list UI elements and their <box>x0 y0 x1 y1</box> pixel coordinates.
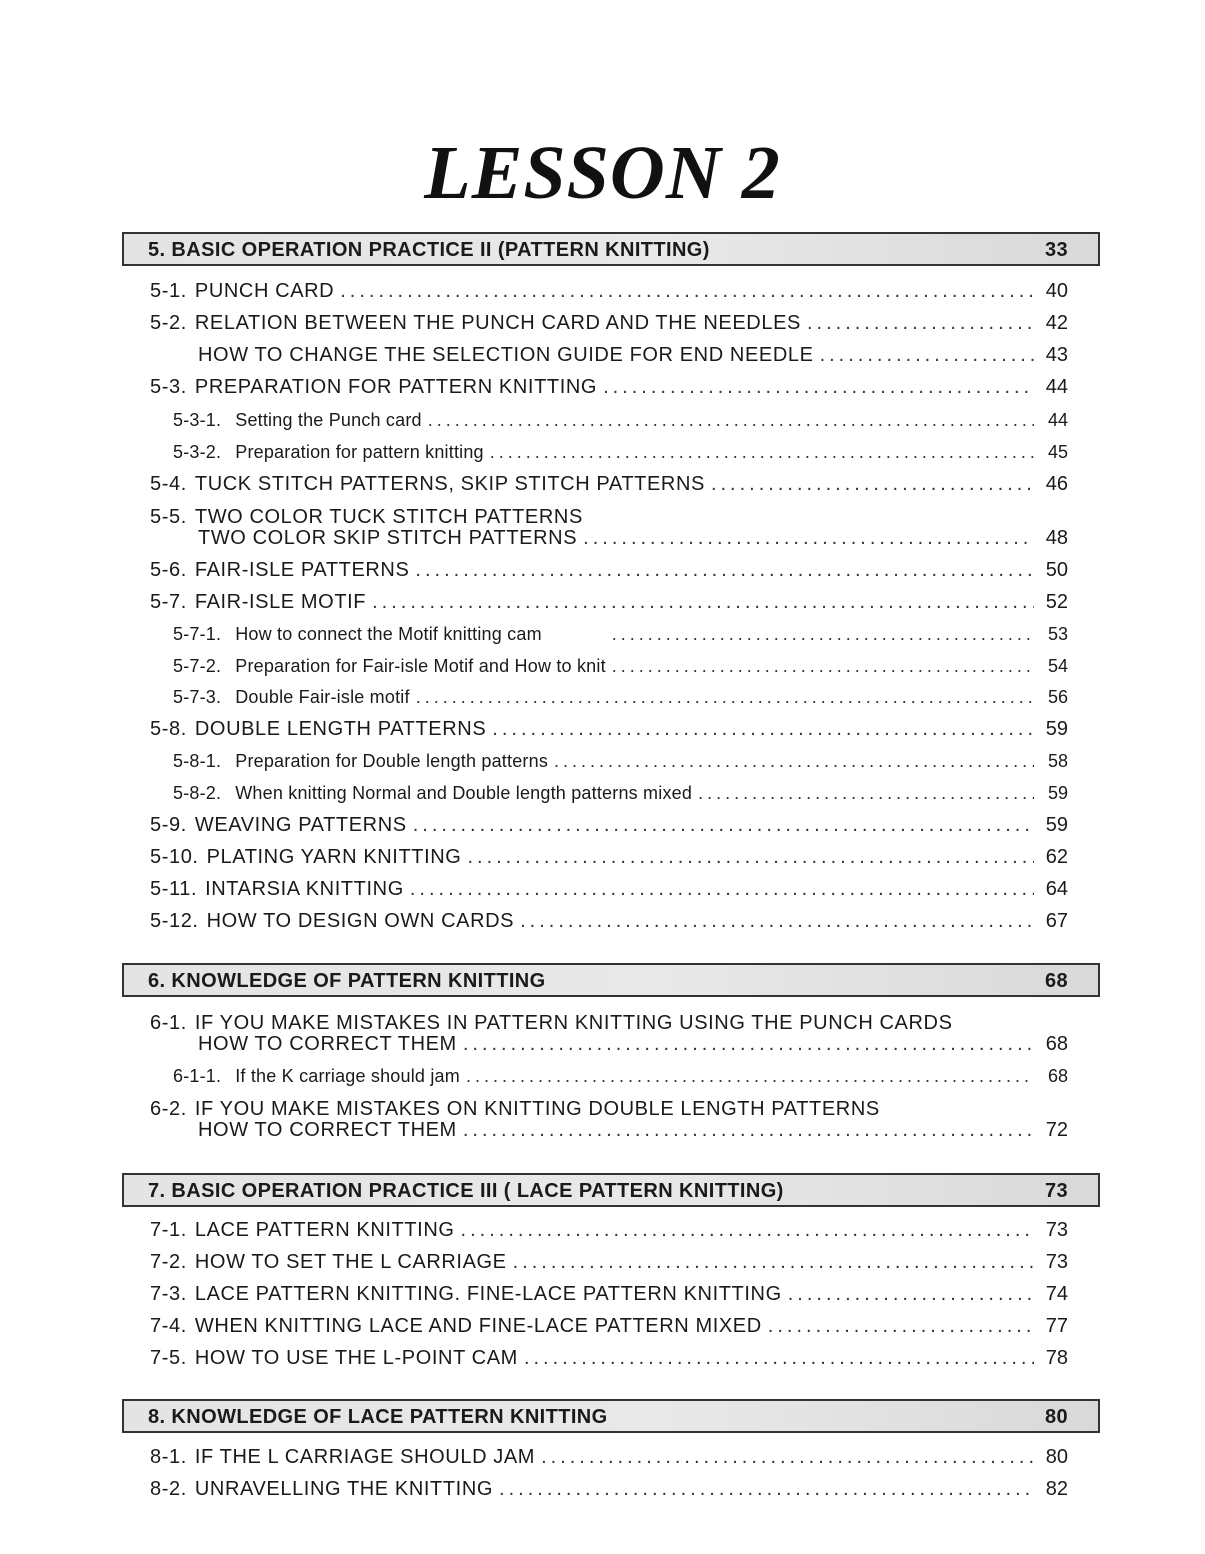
entry-page-number: 73 <box>1045 1219 1068 1241</box>
toc-entry-5-6 <box>150 556 1068 584</box>
entry-number: 5-2. <box>150 312 187 334</box>
entry-title: IF YOU MAKE MISTAKES IN PATTERN KNITTING USING THE PUNCH CARDS <box>194 1012 953 1034</box>
toc-entry-6-2 <box>198 1116 1068 1144</box>
entry-page-number: 67 <box>1045 910 1068 932</box>
entry-page-number: 53 <box>1047 624 1068 644</box>
dot-leader <box>603 373 1034 401</box>
entry-number: 5-3-2. <box>173 442 222 462</box>
entry-title: IF YOU MAKE MISTAKES ON KNITTING DOUBLE LENGTH PATTERNS <box>194 1098 880 1120</box>
toc-entry-7-1 <box>150 1216 1068 1244</box>
entry-title: When knitting Normal and Double length patterns mixed <box>235 783 693 803</box>
dot-leader <box>466 1062 1034 1090</box>
entry-page-number: 68 <box>1045 1033 1068 1055</box>
section-page-number: 33 <box>1044 239 1068 261</box>
entry-title: Preparation for Double length patterns <box>235 751 549 771</box>
toc-entry-5-7-1 <box>173 620 1068 648</box>
section-header-7 <box>122 1173 1100 1207</box>
toc-entry-7-2 <box>150 1248 1068 1276</box>
entry-number: 5-8. <box>150 718 187 740</box>
section-label: 8. KNOWLEDGE OF LACE PATTERN KNITTING <box>148 1406 608 1428</box>
section-page-number: 80 <box>1044 1406 1068 1428</box>
entry-page-number: 48 <box>1045 527 1068 549</box>
entry-number: 5-8-2. <box>173 783 222 803</box>
entry-number: 8-1. <box>150 1446 187 1468</box>
entry-page-number: 80 <box>1045 1446 1068 1468</box>
toc-entry-5-2-continued <box>198 341 1068 369</box>
toc-entry-5-9 <box>150 811 1068 839</box>
dot-leader <box>463 1030 1034 1058</box>
toc-entry-5-4 <box>150 470 1068 498</box>
entry-page-number: 44 <box>1047 410 1068 430</box>
dot-leader <box>490 438 1034 466</box>
dot-leader <box>583 524 1034 552</box>
toc-entry-6-1-1 <box>173 1062 1068 1090</box>
toc-entry-5-7-3 <box>173 683 1068 711</box>
dot-leader <box>467 843 1034 871</box>
entry-page-number: 56 <box>1047 687 1068 707</box>
dot-leader <box>499 1475 1034 1503</box>
dot-leader <box>461 1216 1034 1244</box>
entry-title: LACE PATTERN KNITTING. FINE-LACE PATTERN KNITTING <box>194 1283 782 1305</box>
entry-number: 5-7. <box>150 591 187 613</box>
entry-number: 5-4. <box>150 473 187 495</box>
entry-title: INTARSIA KNITTING <box>205 878 404 900</box>
entry-number: 6-1-1. <box>173 1066 222 1086</box>
entry-page-number: 73 <box>1045 1251 1068 1273</box>
entry-title: HOW TO USE THE L-POINT CAM <box>194 1347 518 1369</box>
entry-page-number: 44 <box>1045 376 1068 398</box>
toc-entry-5-2 <box>150 309 1068 337</box>
entry-number: 7-5. <box>150 1347 187 1369</box>
dot-leader <box>520 907 1034 935</box>
entry-page-number: 42 <box>1045 312 1068 334</box>
dot-leader <box>711 470 1034 498</box>
entry-title: HOW TO CHANGE THE SELECTION GUIDE FOR END NEEDLE <box>198 344 814 366</box>
entry-page-number: 77 <box>1045 1315 1068 1337</box>
entry-page-number: 59 <box>1045 718 1068 740</box>
section-header-6 <box>122 963 1100 997</box>
dot-leader <box>340 277 1034 305</box>
dot-leader <box>524 1344 1034 1372</box>
entry-title: TWO COLOR TUCK STITCH PATTERNS <box>194 506 583 528</box>
dot-leader <box>541 1443 1034 1471</box>
dot-leader <box>428 406 1034 434</box>
dot-leader <box>820 341 1034 369</box>
dot-leader <box>413 811 1034 839</box>
toc-entry-5-1 <box>150 277 1068 305</box>
toc-entry-5-3 <box>150 373 1068 401</box>
entry-title-line2: TWO COLOR SKIP STITCH PATTERNS <box>198 527 578 549</box>
dot-leader <box>612 652 1034 680</box>
toc-entry-5-3-2 <box>173 438 1068 466</box>
dot-leader <box>410 875 1034 903</box>
toc-entry-5-8 <box>150 715 1068 743</box>
toc-entry-5-3-1 <box>173 406 1068 434</box>
entry-number: 8-2. <box>150 1478 187 1500</box>
dot-leader <box>698 779 1034 807</box>
toc-entry-5-10 <box>150 843 1068 871</box>
entry-title: FAIR-ISLE PATTERNS <box>194 559 410 581</box>
section-page-number: 73 <box>1044 1180 1068 1202</box>
toc-entry-5-7-2 <box>173 652 1068 680</box>
toc-entry-8-1 <box>150 1443 1068 1471</box>
entry-page-number: 50 <box>1045 559 1068 581</box>
entry-number: 7-3. <box>150 1283 187 1305</box>
entry-title: Preparation for pattern knitting <box>235 442 484 462</box>
entry-title: HOW TO SET THE L CARRIAGE <box>194 1251 507 1273</box>
entry-page-number: 43 <box>1045 344 1068 366</box>
entry-number: 6-2. <box>150 1098 187 1120</box>
entry-number: 5-7-3. <box>173 687 222 707</box>
entry-number: 7-2. <box>150 1251 187 1273</box>
page-title: LESSON 2 <box>424 131 781 215</box>
entry-title: If the K carriage should jam <box>235 1066 460 1086</box>
toc-entry-5-8-1 <box>173 747 1068 775</box>
toc-entry-7-4 <box>150 1312 1068 1340</box>
section-page-number: 68 <box>1044 970 1068 992</box>
entry-title: PREPARATION FOR PATTERN KNITTING <box>194 376 598 398</box>
entry-number: 5-7-1. <box>173 624 222 644</box>
entry-title: Setting the Punch card <box>235 410 422 430</box>
entry-title-line2: HOW TO CORRECT THEM <box>198 1119 457 1141</box>
entry-page-number: 78 <box>1045 1347 1068 1369</box>
entry-title: FAIR-ISLE MOTIF <box>194 591 367 613</box>
entry-title: LACE PATTERN KNITTING <box>194 1219 455 1241</box>
entry-title: TUCK STITCH PATTERNS, SKIP STITCH PATTERNS <box>194 473 705 495</box>
entry-title: HOW TO DESIGN OWN CARDS <box>206 910 515 932</box>
entry-title: IF THE L CARRIAGE SHOULD JAM <box>194 1446 536 1468</box>
entry-number: 5-3-1. <box>173 410 222 430</box>
entry-title: PUNCH CARD <box>194 280 335 302</box>
entry-page-number: 68 <box>1047 1066 1068 1086</box>
toc-entry-6-1 <box>198 1030 1068 1058</box>
section-label: 5. BASIC OPERATION PRACTICE II (PATTERN KNITTING) <box>148 239 710 261</box>
entry-number: 5-12. <box>150 910 199 932</box>
dot-leader <box>492 715 1034 743</box>
entry-title-line2: HOW TO CORRECT THEM <box>198 1033 457 1055</box>
entry-page-number: 62 <box>1045 846 1068 868</box>
dot-leader <box>768 1312 1034 1340</box>
entry-number: 5-7-2. <box>173 656 222 676</box>
dot-leader <box>463 1116 1034 1144</box>
entry-title: DOUBLE LENGTH PATTERNS <box>194 718 487 740</box>
entry-title: How to connect the Motif knitting cam <box>235 624 542 644</box>
entry-page-number: 82 <box>1045 1478 1068 1500</box>
entry-number: 5-6. <box>150 559 187 581</box>
entry-title: WHEN KNITTING LACE AND FINE-LACE PATTERN MIXED <box>194 1315 762 1337</box>
toc-entry-7-5 <box>150 1344 1068 1372</box>
entry-number: 7-1. <box>150 1219 187 1241</box>
entry-number: 7-4. <box>150 1315 187 1337</box>
entry-page-number: 59 <box>1045 814 1068 836</box>
entry-page-number: 58 <box>1047 751 1068 771</box>
entry-number: 5-5. <box>150 506 187 528</box>
entry-page-number: 59 <box>1047 783 1068 803</box>
dot-leader <box>415 556 1034 584</box>
entry-title: Double Fair-isle motif <box>235 687 410 707</box>
entry-number: 5-10. <box>150 846 199 868</box>
toc-entry-5-8-2 <box>173 779 1068 807</box>
entry-number: 5-3. <box>150 376 187 398</box>
toc-entry-8-2 <box>150 1475 1068 1503</box>
dot-leader <box>372 588 1034 616</box>
section-header-5 <box>122 232 1100 266</box>
entry-page-number: 40 <box>1045 280 1068 302</box>
entry-page-number: 52 <box>1045 591 1068 613</box>
toc-entry-5-12 <box>150 907 1068 935</box>
entry-title: UNRAVELLING THE KNITTING <box>194 1478 494 1500</box>
entry-number: 5-9. <box>150 814 187 836</box>
entry-title: RELATION BETWEEN THE PUNCH CARD AND THE NEEDLES <box>194 312 801 334</box>
toc-entry-5-7 <box>150 588 1068 616</box>
entry-title: PLATING YARN KNITTING <box>206 846 462 868</box>
section-label: 6. KNOWLEDGE OF PATTERN KNITTING <box>148 970 546 992</box>
entry-number: 5-8-1. <box>173 751 222 771</box>
dot-leader <box>513 1248 1034 1276</box>
entry-number: 5-1. <box>150 280 187 302</box>
entry-title: Preparation for Fair-isle Motif and How to knit <box>235 656 606 676</box>
toc-entry-5-11 <box>150 875 1068 903</box>
dot-leader <box>612 620 1034 648</box>
entry-page-number: 46 <box>1045 473 1068 495</box>
entry-number: 6-1. <box>150 1012 187 1034</box>
dot-leader <box>788 1280 1034 1308</box>
dot-leader <box>807 309 1034 337</box>
section-label: 7. BASIC OPERATION PRACTICE III ( LACE PATTERN KNITTING) <box>148 1180 784 1202</box>
entry-number: 5-11. <box>150 878 198 900</box>
entry-page-number: 54 <box>1047 656 1068 676</box>
entry-page-number: 45 <box>1047 442 1068 462</box>
toc-entry-7-3 <box>150 1280 1068 1308</box>
toc-entry-5-5 <box>198 524 1068 552</box>
entry-page-number: 72 <box>1045 1119 1068 1141</box>
dot-leader <box>416 683 1034 711</box>
entry-title: WEAVING PATTERNS <box>194 814 407 836</box>
section-header-8 <box>122 1399 1100 1433</box>
entry-page-number: 64 <box>1045 878 1068 900</box>
dot-leader <box>554 747 1034 775</box>
entry-page-number: 74 <box>1045 1283 1068 1305</box>
